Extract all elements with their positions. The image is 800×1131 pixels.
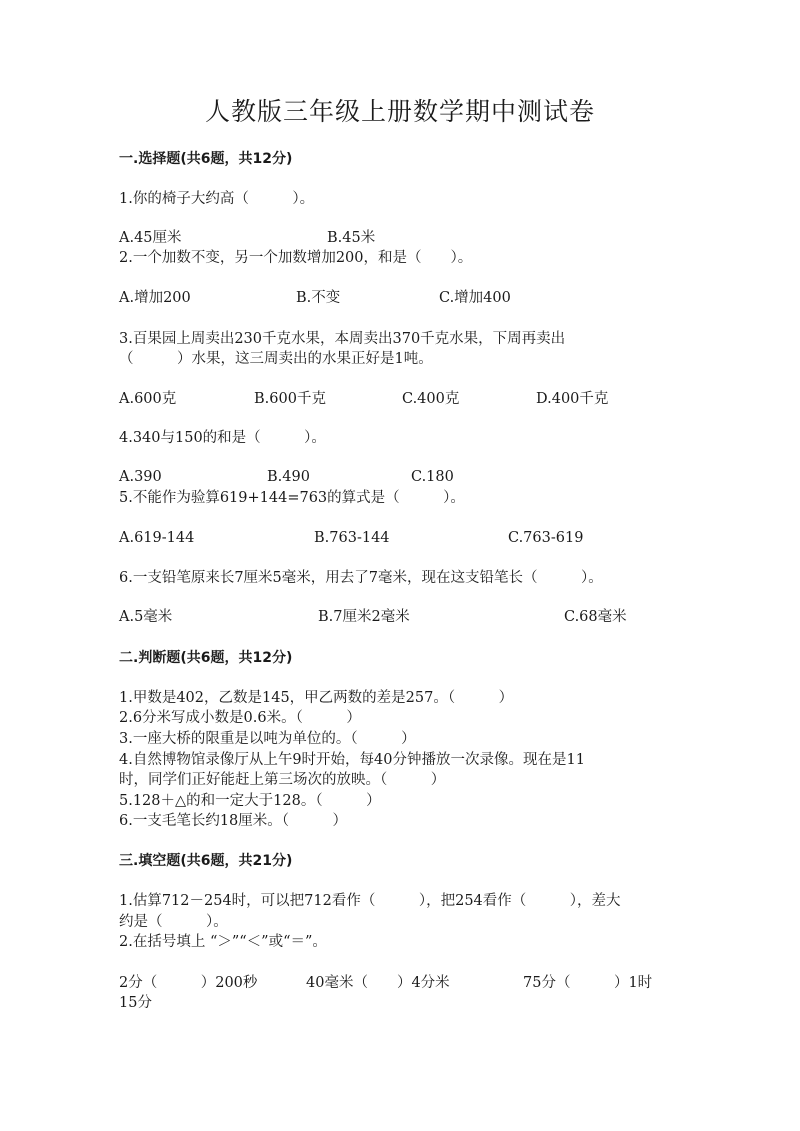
statement-item: 6.一支毛笔长约18厘米。（ ） <box>119 813 348 829</box>
option-c: C.763-619 <box>508 530 584 546</box>
compare-item: 40毫米（ ）4分米 <box>306 975 450 991</box>
option-b: B.7厘米2毫米 <box>318 609 410 625</box>
option-c: C.400克 <box>402 391 460 407</box>
option-a: A.600克 <box>119 391 177 407</box>
compare-item-continued: 15分 <box>119 995 152 1011</box>
section-heading-choice: 一.选择题(共6题，共12分) <box>119 151 293 167</box>
compare-item: 75分（ ）1时 <box>523 975 653 991</box>
option-d: D.400千克 <box>536 391 609 407</box>
option-a: A.增加200 <box>119 290 191 306</box>
option-a: A.390 <box>119 469 162 485</box>
question-stem: 4.340与150的和是（ ）。 <box>119 430 326 446</box>
fill-in-item: 1.估算712－254时，可以把712看作（ ），把254看作（ ），差大 <box>119 893 621 909</box>
question-stem-continued: （ ）水果，这三周卖出的水果正好是1吨。 <box>119 351 433 367</box>
question-stem: 1.你的椅子大约高（ ）。 <box>119 191 315 207</box>
question-stem: 6.一支铅笔原来长7厘米5毫米，用去了7毫米，现在这支铅笔长（ ）。 <box>119 570 603 586</box>
question-stem: 3.百果园上周卖出230千克水果，本周卖出370千克水果，下周再卖出 <box>119 331 566 347</box>
page-title: 人教版三年级上册数学期中测试卷 <box>204 97 595 126</box>
option-a: A.619-144 <box>119 530 195 546</box>
option-b: B.45米 <box>327 230 376 246</box>
option-b: B.490 <box>267 469 310 485</box>
statement-item: 5.128＋△的和一定大于128。（ ） <box>119 793 381 809</box>
option-c: C.增加400 <box>439 290 511 306</box>
statement-item-continued: 时，同学们正好能赶上第三场次的放映。（ ） <box>119 772 446 788</box>
section-heading-fill-in: 三.填空题(共6题，共21分) <box>119 853 293 869</box>
statement-item: 2.6分米写成小数是0.6米。（ ） <box>119 710 361 726</box>
option-b: B.600千克 <box>254 391 326 407</box>
option-a: A.45厘米 <box>119 230 182 246</box>
statement-item: 3.一座大桥的限重是以吨为单位的。（ ） <box>119 731 416 747</box>
option-c: C.68毫米 <box>564 609 627 625</box>
question-stem: 2.一个加数不变，另一个加数增加200，和是（ ）。 <box>119 250 473 266</box>
compare-item: 2分（ ）200秒 <box>119 975 258 991</box>
section-heading-true-false: 二.判断题(共6题，共12分) <box>119 650 293 666</box>
fill-in-item-continued: 约是（ ）。 <box>119 914 228 930</box>
statement-item: 1.甲数是402，乙数是145，甲乙两数的差是257。（ ） <box>119 690 514 706</box>
option-a: A.5毫米 <box>119 609 173 625</box>
question-stem: 5.不能作为验算619+144=763的算式是（ ）。 <box>119 490 465 506</box>
option-b: B.不变 <box>296 290 341 306</box>
option-c: C.180 <box>411 469 454 485</box>
statement-item: 4.自然博物馆录像厅从上午9时开始，每40分钟播放一次录像。现在是11 <box>119 752 585 768</box>
fill-in-item: 2.在括号填上 “＞”“＜”或“＝”。 <box>119 934 327 950</box>
option-b: B.763-144 <box>314 530 390 546</box>
